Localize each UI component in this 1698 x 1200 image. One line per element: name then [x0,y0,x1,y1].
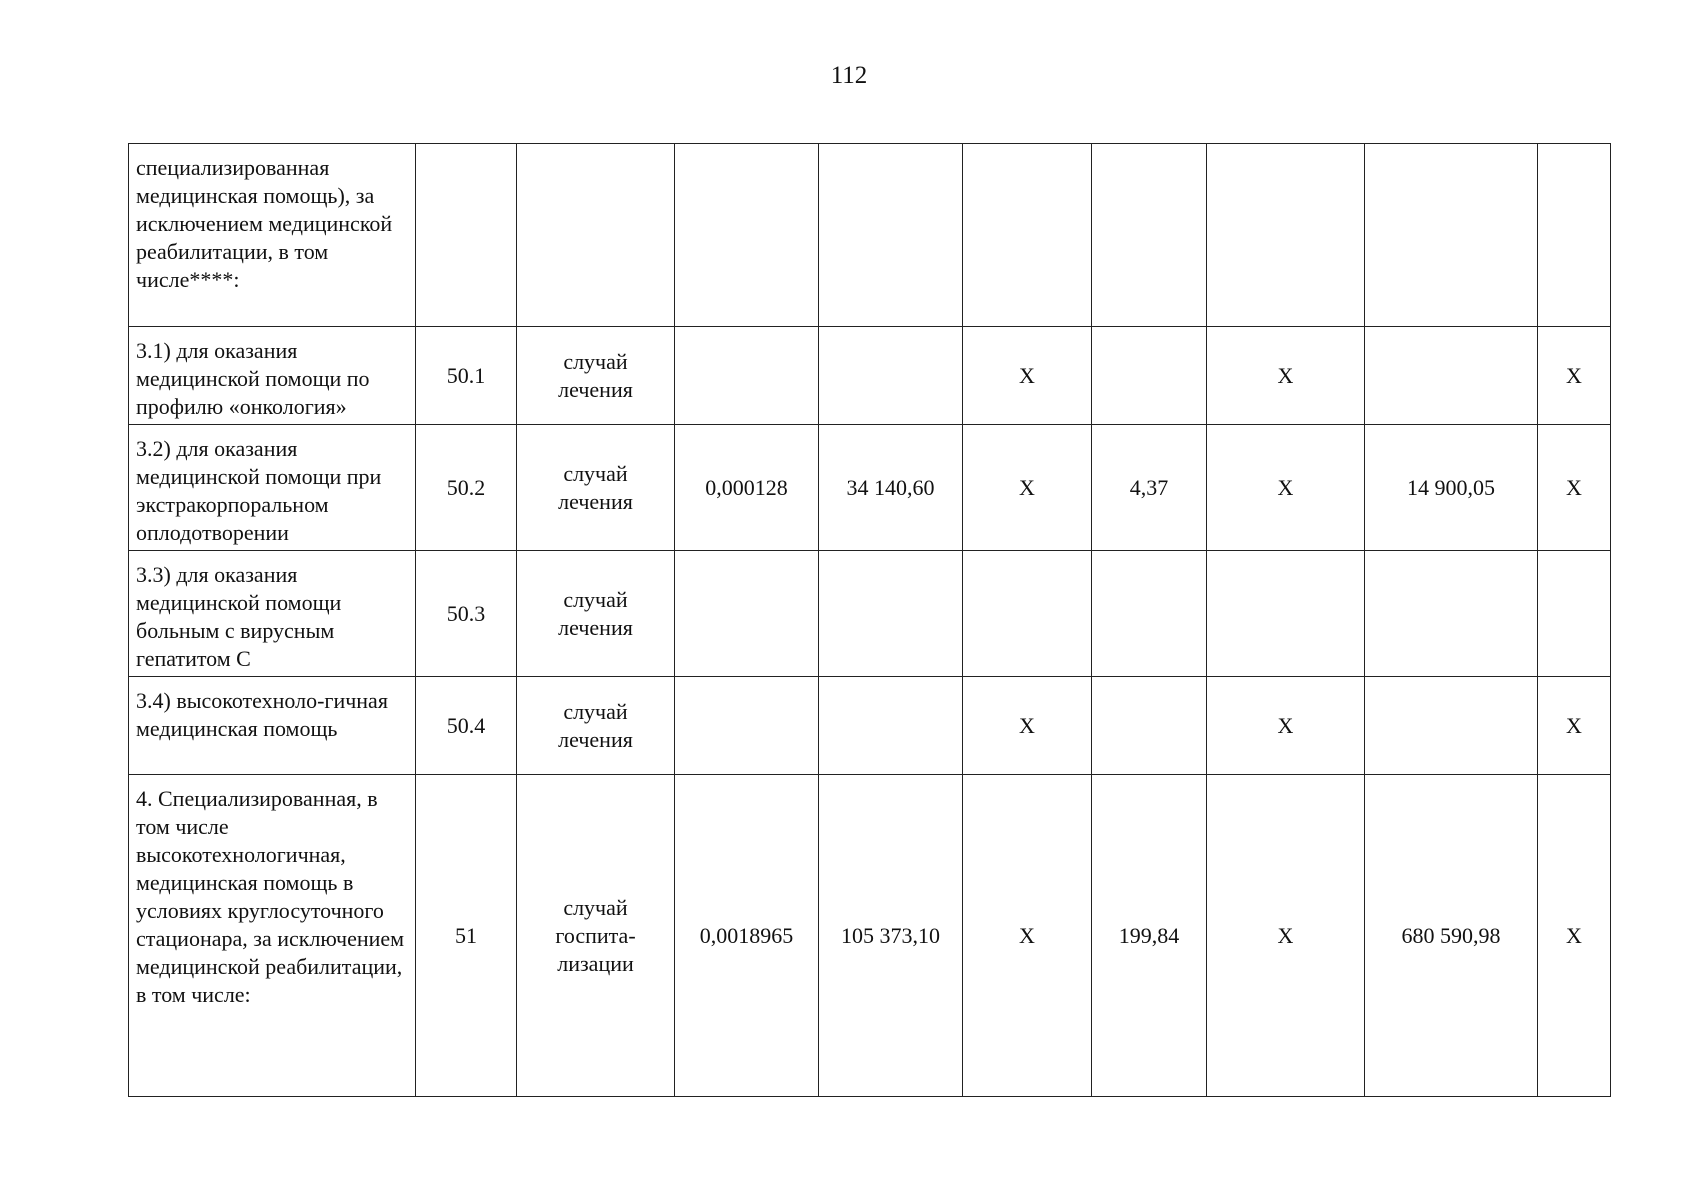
row-code: 50.4 [416,677,517,775]
row-cell [1365,144,1538,327]
row-cell: 199,84 [1092,775,1207,1097]
row-cell: X [963,425,1092,551]
row-unit [517,144,675,327]
row-code: 50.1 [416,327,517,425]
row-cell [819,144,963,327]
page-number: 112 [830,62,868,89]
row-cell: X [963,677,1092,775]
row-code: 51 [416,775,517,1097]
row-cell [1092,551,1207,677]
row-cell: 0,000128 [675,425,819,551]
row-cell: X [1207,775,1365,1097]
row-cell: 14 900,05 [1365,425,1538,551]
table-row [129,327,1611,425]
row-unit: случай лечения [517,677,675,775]
row-unit: случай лечения [517,425,675,551]
row-cell [819,327,963,425]
row-cell [675,677,819,775]
row-description: 3.2) для оказания медицинской помощи при экстракорпоральном оплодотворении [129,425,416,551]
row-cell [963,144,1092,327]
row-cell [675,144,819,327]
table-row [129,677,1611,775]
row-cell: 0,0018965 [675,775,819,1097]
row-cell: X [1538,327,1611,425]
row-cell: X [963,327,1092,425]
row-cell [1365,327,1538,425]
row-code [416,144,517,327]
row-cell [1207,551,1365,677]
row-cell [1092,677,1207,775]
row-cell [675,327,819,425]
row-unit: случай лечения [517,327,675,425]
row-unit: случай госпита- лизации [517,775,675,1097]
table-row [129,551,1611,677]
row-code: 50.2 [416,425,517,551]
row-cell: X [963,775,1092,1097]
row-cell [819,677,963,775]
row-description: 3.1) для оказания медицинской помощи по профилю «онкология» [129,327,416,425]
row-cell [1365,677,1538,775]
row-description: 3.4) высокотехноло-гичная медицинская помощь [129,677,416,775]
row-cell: 105 373,10 [819,775,963,1097]
row-cell: X [1538,425,1611,551]
row-cell: 680 590,98 [1365,775,1538,1097]
row-cell [1365,551,1538,677]
row-cell [1538,144,1611,327]
row-cell: X [1538,677,1611,775]
financing-table [128,143,1611,1097]
row-description: 3.3) для оказания медицинской помощи больным с вирусным гепатитом С [129,551,416,677]
row-cell [963,551,1092,677]
table-row [129,144,1611,327]
row-cell: 4,37 [1092,425,1207,551]
row-cell [1092,144,1207,327]
table-row [129,775,1611,1097]
row-cell: 34 140,60 [819,425,963,551]
row-cell: X [1207,425,1365,551]
row-cell [675,551,819,677]
row-cell: X [1538,775,1611,1097]
row-code: 50.3 [416,551,517,677]
row-description: 4. Специализированная, в том числе высокотехнологичная, медицинская помощь в условиях круглосуточного стационара, за исключением медицинской реабилитации, в том числе: [129,775,416,1097]
row-cell [1092,327,1207,425]
row-cell: X [1207,677,1365,775]
row-cell [819,551,963,677]
row-unit: случай лечения [517,551,675,677]
row-cell [1538,551,1611,677]
table-row [129,425,1611,551]
row-cell [1207,144,1365,327]
row-description: специализированная медицинская помощь), за исключением медицинской реабилитации, в том числе****: [129,144,416,327]
row-cell: X [1207,327,1365,425]
